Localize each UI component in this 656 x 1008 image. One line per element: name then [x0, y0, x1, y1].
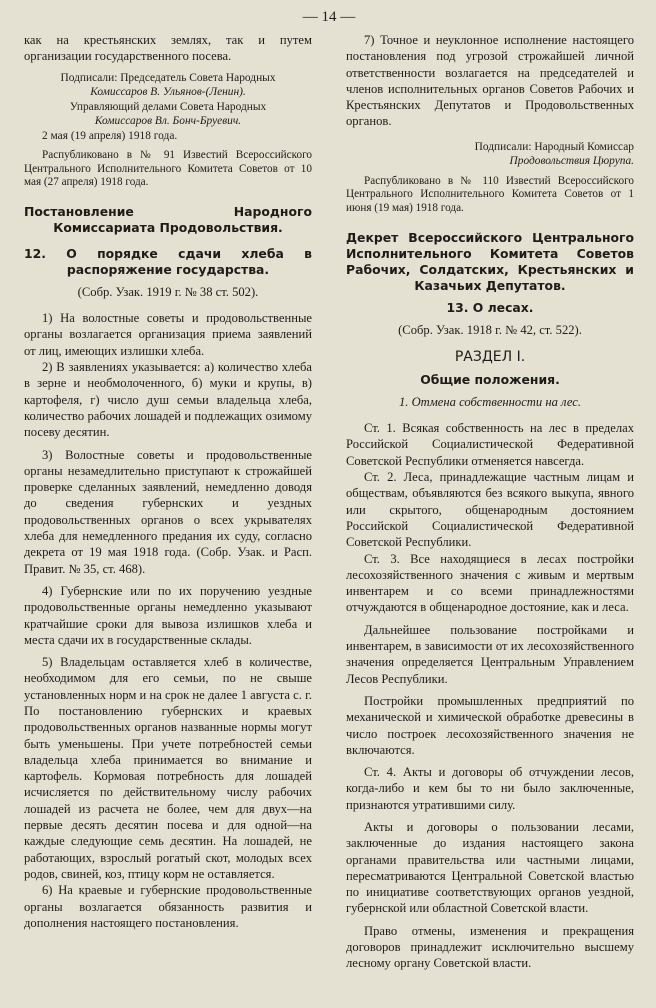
signature-line: Управляющий делами Совета Народных [69, 100, 267, 113]
section-title: Общие положения. [420, 371, 560, 387]
signature-line: Подписали: Народный Комиссар [474, 140, 634, 153]
article: Акты и договоры о пользовании лесами, заключенные до издания настоящего закона органами правительства или частными лицами, пересматриваются Центральной Советской властью по инициативе соответствующих органов уездной, губернской или областной Советской власти. [346, 819, 634, 916]
signature-line: Комиссаров Вл. Бонч-Бруевич. [94, 115, 242, 128]
decree-heading: Декрет Всероссийского Центрального Исполнительного Комитета Советов Рабочих, Солдатских, Крестьянских и Казачьих Депутатов. [346, 229, 634, 293]
decree-date: 2 мая (19 апреля) 1918 года. [42, 129, 178, 142]
signature-line: Подписали: Председатель Совета Народных [60, 71, 276, 84]
decree-subheading: 13. О лесах. [446, 299, 534, 315]
two-column-body [24, 32, 634, 972]
paragraph: 6) На краевые и губернские продовольственные органы возлагается обязанность развития и дополнения настоящего постановления. [24, 883, 312, 930]
paragraph: 5) Владельцам оставляется хлеб в количестве, необходимом для его семьи, по не свыше установленных норм и на срок не далее 1 августа с. г. По постановлению губернских и краевых продовольственных органов названные нормы могут быть уменьшены. При учете потребностей семьи владельца хлеба принимается во внимание и картофель. Кормовая потребность для лошадей исчисляется по действительному числу рабочих лошадей из расчета не более, чем для двух—на первые десять десятин посева и для одной—на каждые следующие семь десятин. На лошадей, не работающих, взрослый рогатый скот, молодых всех родов, свиней, коз, птицу корм не оставляется. [24, 655, 312, 881]
paragraph: 2) В заявлениях указывается: а) количество хлеба в зерне и необмолоченного, б) муки и крупы, в) картофеля, г) число душ семьи владельца хлеба, количество рабочих лошадей и подлежащих озимому посеву десятин. [24, 360, 312, 440]
paragraph: 4) Губернские или по их поручению уездные продовольственные органы немедленно указывают кратчайшие сроки для вывоза излишков хлеба и места сдачи их в государственные склады. [24, 583, 312, 647]
paragraph: 1) На волостные советы и продовольственные органы возлагается организация приема заявлений от лиц, имеющих излишки хлеба. [24, 311, 312, 358]
resolution-heading: Постановление Народного Комиссариата Продовольствия. [24, 203, 312, 235]
signature-line: Комиссаров В. Ульянов-(Ленин). [90, 86, 246, 99]
paragraph: 7) Точное и неуклонное исполнение настоящего постановления под угрозой строжайшей личной ответственности возлагается на председателей и членов исполнительных органов Советов Рабочих и Крестьянских Депутатов и Продовольственных органов. [346, 33, 634, 129]
right-column [346, 32, 634, 972]
article: Постройки промышленных предприятий по механической и химической обработке древесины в число построек лесохозяйственного значения не включаются. [346, 693, 634, 757]
page-number: — 14 — [302, 9, 356, 25]
signature-line: Продовольствия Цюрупа. [509, 155, 634, 168]
paragraph: 3) Волостные советы и продовольственные органы незамедлительно приступают к строжайшей проверке сделанных заявлений, немедленно доводя до сведения губернских и уездных продовольственных органов о всех укрывателях хлеба для немедленного предания их суду, согласно декрета от 19 мая 1918 года. (Собр. Узак. и Расп. Правит. № 35, ст. 468). [24, 447, 312, 576]
article: Ст. 1. Всякая собственность на лес в пределах Российской Социалистической Федеративной Советской Республики отменяется навсегда. [346, 421, 634, 468]
article: Ст. 3. Все находящиеся в лесах постройки лесохозяйственного значения с живым и мертвым инвентарем и со всеми принадлежностями отчуждаются в общенародное достояние, как и леса. [346, 551, 634, 615]
publication-note: Распубликовано в № 110 Известий Всероссийского Центрального Исполнительного Комитета Советов от 1 июня (19 мая) 1918 года. [346, 174, 634, 214]
intro-text: как на крестьянских землях, так и путем организации государственного посева. [24, 33, 312, 64]
section-label: РАЗДЕЛ I. [454, 348, 526, 365]
article: Дальнейшее пользование постройками и инвентарем, в зависимости от их лесохозяйственного значения определяется Центральным Управлением Лесов Республики. [346, 622, 634, 686]
publication-note: Распубликовано в № 91 Известий Всероссийского Центрального Исполнительного Комитета Советов от 10 мая (27 апреля) 1918 года. [24, 149, 312, 189]
resolution-subheading: 12. О порядке сдачи хлеба в распоряжение государства. [24, 245, 312, 277]
subsection-title: 1. Отмена собственности на лес. [398, 394, 581, 409]
article: Ст. 4. Акты и договоры об отчуждении лесов, когда-либо и кем бы то ни было заключенные, признаются утратившими силу. [346, 765, 634, 812]
source-citation: (Собр. Узак. 1918 г. № 42, ст. 522). [398, 322, 582, 337]
left-column [24, 32, 312, 972]
article: Ст. 2. Леса, принадлежащие частным лицам и обществам, объявляются без всякого выкупа, явного или скрытого, общенародным достоянием Российской Социалистической Федеративной Советской Республики. [346, 470, 634, 550]
source-citation: (Собр. Узак. 1919 г. № 38 ст. 502). [77, 284, 259, 299]
article: Право отмены, изменения и прекращения договоров принадлежит исключительно высшему лесному органу Советской власти. [346, 923, 634, 971]
